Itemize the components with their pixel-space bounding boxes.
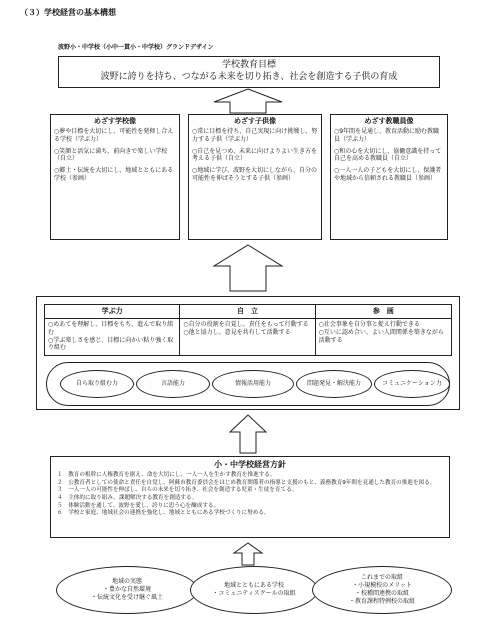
aim-item: ○郷土・伝統を大切にし、地域とともにある学校（参画）: [54, 167, 174, 183]
school-goal-box: [58, 56, 440, 88]
goal-label: 学校教育目標: [221, 60, 276, 70]
ability-language: [136, 370, 210, 398]
page-heading: （３）学校経営の基本構想: [20, 8, 116, 17]
aim-item: ○地域に学び、波野を大切にしながら、自分の可能性を伸ばそうとする子供（参画）: [192, 167, 317, 183]
pillar-item: ○めあてを理解し、目標をもち、進んで取り組む: [48, 321, 174, 336]
up-arrow-icon: [228, 414, 268, 454]
community-context-ellipse: [56, 566, 198, 614]
up-arrow-icon: [232, 542, 264, 566]
context-line: 地域とともにある学校: [223, 582, 284, 590]
ability-communication: [374, 370, 450, 398]
pillar-item: ○学ぶ楽しさを感じ、目標に向かい粘り強く取り組む: [48, 336, 174, 352]
community-school-ellipse: [190, 566, 318, 614]
pillar-independence: [180, 305, 315, 355]
aim-child-box: [188, 114, 322, 240]
pillar-item: ○社会事象を自分事と捉え行動できる: [318, 321, 420, 329]
pillar-participation: [316, 305, 451, 355]
policy-box: [50, 456, 450, 538]
context-line: これまでの取組: [360, 574, 403, 582]
aim-title: めざす教職員像: [364, 117, 414, 125]
goal-text: 波野に誇りを持ち、つながる未来を切り拓き、社会を創造する子供の育成: [100, 71, 398, 82]
policy-item: ３ 一人一人の可能性を伸ばし、自らの未来を切り拓き、社会を創造する児童・生徒を育てる。: [57, 487, 298, 494]
context-line: 地域の実態: [111, 578, 142, 586]
context-line: ・小規模校のメリット: [352, 582, 412, 590]
policy-item: ２ 公教育者としての使命と責任を自覚し、阿蘇市教育委員会をはじめ教育関係者の指導と支援のもと、義務教育9年間を見通した教育の推進を図る。: [57, 479, 436, 486]
ability-label: コミュニケーション力: [382, 380, 442, 388]
ability-information: [212, 370, 294, 398]
policy-item: １ 教育の根幹に人権教育を据え、命を大切にし、一人一人を生かす教育を推進する。: [57, 472, 276, 479]
aim-item: ○一人一人の子どもを大切にし、保護者や地域から信頼される教職員（参画）: [334, 167, 442, 183]
aim-school-box: [50, 114, 180, 240]
past-efforts-ellipse: [312, 566, 452, 614]
up-arrow-icon: [212, 88, 284, 114]
pillar-item: ○互いに認め合い、よい人間関係を築きながら活動する: [318, 328, 444, 344]
policy-item: ６ 学校と家庭、地域社会の連携を強化し、地域とともにある学校づくりに努める。: [57, 510, 270, 517]
ability-label: 問題発見・解決能力: [306, 380, 361, 388]
context-line: ・豊かな自然環境: [102, 586, 151, 594]
aim-item: ○和の心を大切にし、協働意識を持って自己を高める教職員（自立）: [334, 147, 442, 163]
context-line: ・教育課程特例校の取組: [348, 597, 415, 605]
aim-title: めざす学校像: [94, 117, 136, 125]
policy-item: ４ 主体的に取り組み、課題解決する教育を創造する。: [57, 495, 198, 502]
pillar-item: ○自分の役割を自覚し、責任をもって行動する: [183, 321, 309, 329]
design-label: 波野小・中学校（小中一貫小・中学校）グランドデザイン: [58, 44, 214, 51]
context-line: ・コミュニティスクールの取組: [212, 590, 296, 597]
aim-item: ○9年間を見通し、教育活動に励む教職員（学ぶ力）: [334, 128, 440, 143]
policy-item: ５ 体験活動を通して、波野を愛し、誇りに思う心を醸成する。: [57, 502, 220, 509]
pillar-title: 学ぶ力: [45, 305, 179, 319]
policy-title: 小・中学校経営方針: [214, 460, 286, 469]
ability-label: 言語能力: [160, 380, 185, 388]
pillar-title: 参 画: [316, 305, 451, 319]
aim-item: ○自己を見つめ、未来に向けよりよい生き方を考える子供（自立）: [192, 147, 317, 163]
pillar-item: ○他と協力し、意見を共有して活動する: [183, 328, 291, 336]
context-line: ・伝統文化を受け継ぐ風土: [90, 593, 163, 601]
ability-problem-solving: [296, 370, 372, 398]
pillar-title: 自 立: [180, 305, 314, 319]
context-line: ・校種間連携の取組: [354, 590, 409, 597]
up-arrow-icon: [212, 244, 284, 292]
ability-label: 自ら取り組む力: [75, 380, 118, 388]
aim-item: ○笑顔と活気に満ち、前向きで楽しい学校（自立）: [54, 147, 168, 163]
ability-self-initiative: [60, 370, 134, 398]
aim-item: ○常に目標を持ち、自己実現に向け挑戦し、努力する子供（学ぶ力）: [192, 128, 318, 143]
aim-title: めざす子供像: [234, 117, 276, 125]
aim-item: ○夢や目標を大切にし、可能性を発揮し合える学校（学ぶ力）: [54, 128, 174, 143]
pillar-learning: [45, 305, 180, 355]
pillars-table: [44, 304, 452, 356]
aim-staff-box: [330, 114, 448, 240]
ability-label: 情報活用能力: [234, 380, 271, 388]
